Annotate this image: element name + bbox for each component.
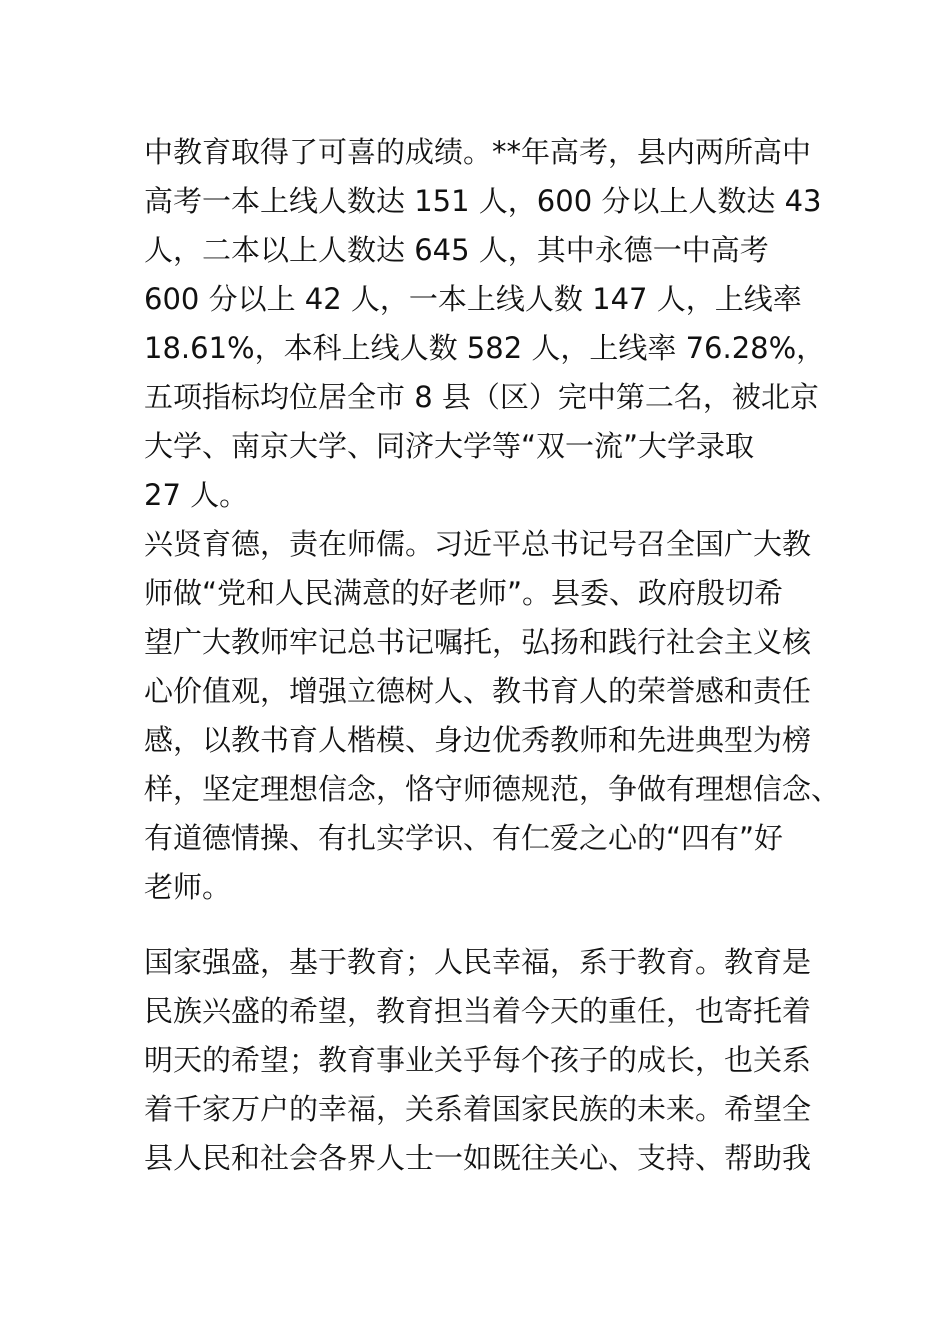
text-line: 五项指标均位居全市 8 县（区）完中第二名，被北京 xyxy=(144,380,819,414)
paragraph-teacher-ethics xyxy=(144,520,841,912)
text-line: 18.61%，本科上线人数 582 人，上线率 76.28%， xyxy=(144,331,826,365)
text-line: 人，二本以上人数达 645 人，其中永德一中高考 xyxy=(144,233,769,267)
text-line: 27 人。 xyxy=(144,478,249,512)
text-line: 感，以教书育人楷模、身边优秀教师和先进典型为榜 xyxy=(144,723,812,757)
text-line: 师做“党和人民满意的好老师”。县委、政府殷切希 xyxy=(144,576,784,610)
paragraph-education-future xyxy=(144,938,824,1183)
text-line: 样，坚定理想信念，恪守师德规范，争做有理想信念、 xyxy=(144,772,841,806)
text-line: 明天的希望；教育事业关乎每个孩子的成长，也关系 xyxy=(144,1043,812,1077)
text-line: 望广大教师牢记总书记嘱托，弘扬和践行社会主义核 xyxy=(144,625,812,659)
text-line: 600 分以上 42 人，一本上线人数 147 人，上线率 xyxy=(144,282,802,316)
text-line: 老师。 xyxy=(144,870,232,904)
text-line: 大学、南京大学、同济大学等“双一流”大学录取 xyxy=(144,429,755,463)
text-line: 中教育取得了可喜的成绩。**年高考，县内两所高中 xyxy=(144,135,812,169)
text-line: 县人民和社会各界人士一如既往关心、支持、帮助我 xyxy=(144,1141,812,1175)
text-line: 国家强盛，基于教育；人民幸福，系于教育。教育是 xyxy=(144,945,812,979)
text-line: 心价值观，增强立德树人、教书育人的荣誉感和责任 xyxy=(144,674,812,708)
text-line: 民族兴盛的希望，教育担当着今天的重任，也寄托着 xyxy=(144,994,812,1028)
text-line: 兴贤育德，责在师儒。习近平总书记号召全国广大教 xyxy=(144,527,812,561)
paragraph-exam-results xyxy=(144,128,824,520)
text-line: 着千家万户的幸福，关系着国家民族的未来。希望全 xyxy=(144,1092,812,1126)
text-line: 高考一本上线人数达 151 人，600 分以上人数达 43 xyxy=(144,184,822,218)
text-line: 有道德情操、有扎实学识、有仁爱之心的“四有”好 xyxy=(144,821,784,855)
